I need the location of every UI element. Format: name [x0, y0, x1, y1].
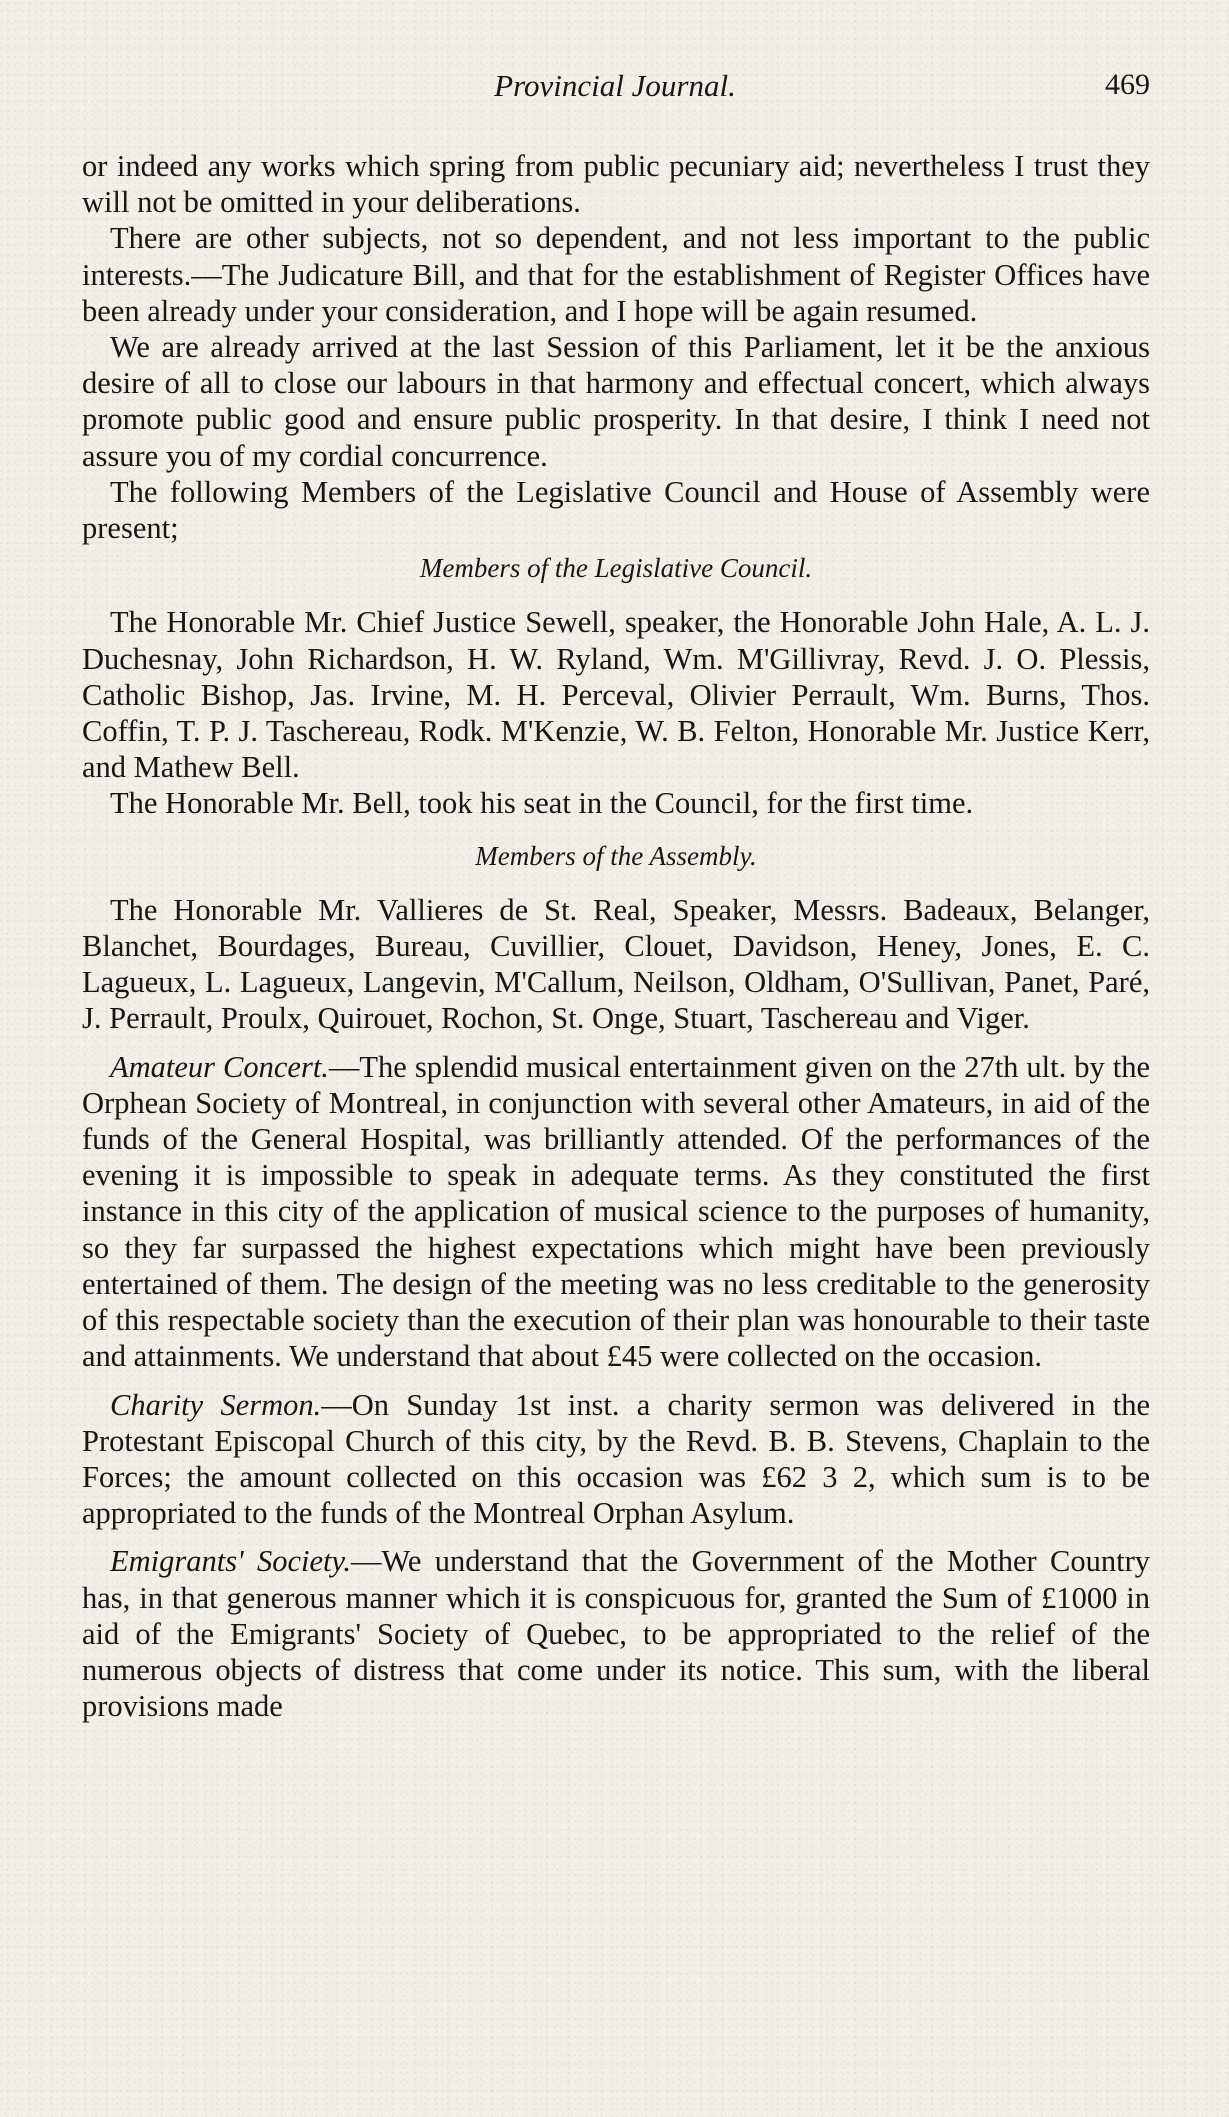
emigrants-lead: Emigrants' Society. [110, 1544, 351, 1579]
page-number: 469 [1105, 68, 1150, 101]
council-note: The Honorable Mr. Bell, took his seat in the Council, for the first time. [110, 786, 974, 821]
paragraph-members-present: The following Members of the Legislative Council and House of Assembly were present; [82, 474, 1150, 546]
paragraph-deliberations: or indeed any works which spring from public pecuniary aid; nevertheless I trust they will not be omitted in your deliberations. [82, 149, 1150, 220]
emigrants-text: —We understand that the Government of the Mother Country has, in that generous manner which it is conspicuous for, granted the Sum of £1000 in aid of the Emigrants' Society of Quebec, to be appropriated to the relief of the numerous objects of distress that come under its notice. This sum, with the liberal provisions made [82, 1544, 1150, 1724]
page-body [82, 148, 1150, 1724]
running-title: Provincial Journal. [494, 68, 736, 103]
paragraph-other-subjects: There are other subjects, not so dependent, and not less important to the public interests.—The Judicature Bill, and that for the establishment of Register Offices have been already under your consideration, and I hope will be again resumed. [82, 221, 1150, 328]
council-heading: Members of the Legislative Council. [419, 553, 813, 584]
article-emigrants-society [82, 1543, 1150, 1724]
council-members-list: The Honorable Mr. Chief Justice Sewell, speaker, the Honorable John Hale, A. L. J. Duchesnay, John Richardson, H. W. Ryland, Wm. M'Gillivray, Revd. J. O. Plessis, Catholic Bishop, Jas. Irvine, M. H. Perceval, Olivier Perrault, Wm. Burns, Thos. Coffin, T. P. J. Taschereau, Rodk. M'Kenzie, W. B. Felton, Honorable Mr. Justice Kerr, and Mathew Bell. [82, 605, 1150, 785]
concert-lead: Amateur Concert. [110, 1049, 329, 1084]
article-charity-sermon [82, 1387, 1150, 1532]
sermon-lead: Charity Sermon. [110, 1387, 322, 1422]
article-amateur-concert [82, 1049, 1150, 1375]
assembly-members-list: The Honorable Mr. Vallieres de St. Real, Speaker, Messrs. Badeaux, Belanger, Blanchet, Bourdages, Bureau, Cuvillier, Clouet, Davidson, Heney, Jones, E. C. Lagueux, L. Lagueux, Langevin, M'Callum, Neilson, Oldham, O'Sullivan, Panet, Paré, J. Perrault, Proulx, Quirouet, Rochon, St. Onge, Stuart, Taschereau and Viger. [82, 892, 1150, 1036]
sermon-text: —On Sunday 1st inst. a charity sermon was delivered in the Protestant Episcopal Church of this city, by the Revd. B. B. Stevens, Chaplain to the Forces; the amount collected on this occasion was £62 3 2, which sum is to be appropriated to the funds of the Montreal Orphan Asylum. [82, 1387, 1151, 1531]
concert-text: —The splendid musical entertainment given on the 27th ult. by the Orphean Society of Montreal, in conjunction with several other Amateurs, in aid of the funds of the General Hospital, was brilliantly attended. Of the performances of the evening it is impossible to speak in adequate terms. As they constituted the first instance in this city of the application of musical science to the purposes of humanity, so they far surpassed the highest expectations which might have been previously entertained of them. The design of the meeting was no less creditable to the generosity of this respectable society than the execution of their plan was honourable to their taste and attainments. We understand that about £45 were collected on the occasion. [82, 1049, 1150, 1374]
paragraph-last-session: We are already arrived at the last Session of this Parliament, let it be the anxious desire of all to close our labours in that harmony and effectual concert, which always promote public good and ensure public prosperity. In that desire, I think I need not assure you of my cordial concurrence. [82, 330, 1150, 473]
assembly-heading: Members of the Assembly. [475, 840, 757, 871]
page-header [80, 68, 1150, 108]
